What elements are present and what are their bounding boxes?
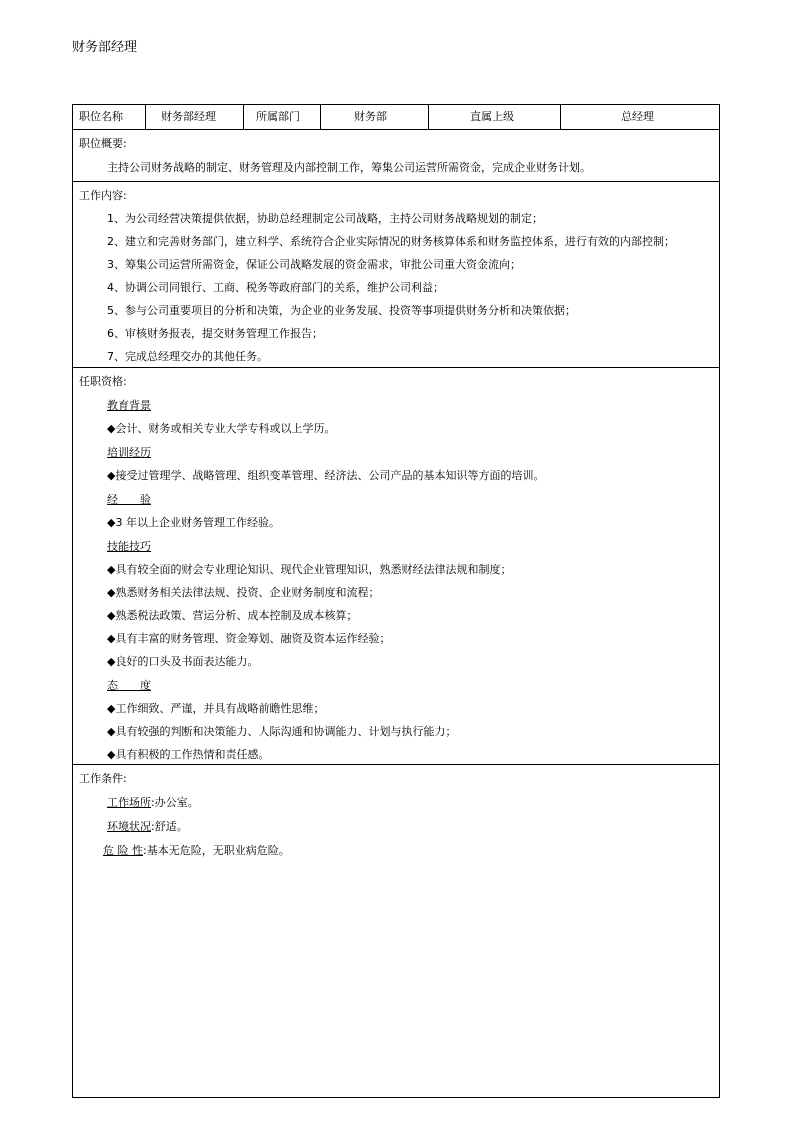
risk-row: 危 险 性:基本无危险，无职业病危险。 xyxy=(103,844,290,857)
overview-text: 主持公司财务战略的制定、财务管理及内部控制工作，筹集公司运营所需资金，完成企业财务计划。 xyxy=(107,161,591,174)
superior-label: 直属上级 xyxy=(470,110,514,123)
skills-item: ◆具有丰富的财务管理、资金筹划、融资及资本运作经验； xyxy=(107,632,391,645)
training-title: 培训经历 xyxy=(107,446,151,459)
risk-title: 危 险 性 xyxy=(103,844,143,857)
document-title: 财务部经理 xyxy=(72,40,138,55)
duties-label: 工作内容: xyxy=(79,189,127,202)
conditions-section xyxy=(73,764,719,1098)
workplace-title: 工作场所 xyxy=(107,796,151,809)
divider xyxy=(560,105,561,129)
dept-label: 所属部门 xyxy=(256,110,300,123)
divider xyxy=(320,105,321,129)
skills-item: ◆熟悉财务相关法律法规、投资、企业财务制度和流程； xyxy=(107,586,380,599)
training-item: ◆接受过管理学、战略管理、组织变革管理、经济法、公司产品的基本知识等方面的培训。 xyxy=(107,469,545,482)
skills-item: ◆熟悉税法政策、营运分析、成本控制及成本核算； xyxy=(107,609,358,622)
position-label: 职位名称 xyxy=(79,110,123,123)
position-value: 财务部经理 xyxy=(161,110,216,123)
experience-title: 经 验 xyxy=(107,493,151,506)
attitude-item: ◆具有积极的工作热情和责任感。 xyxy=(107,748,270,761)
divider xyxy=(145,105,146,129)
education-title: 教育背景 xyxy=(107,399,151,412)
overview-label: 职位概要: xyxy=(79,137,127,150)
superior-value: 总经理 xyxy=(621,110,654,123)
duty-item: 3、筹集公司运营所需资金，保证公司战略发展的资金需求，审批公司重大资金流向； xyxy=(107,258,521,271)
qualifications-label: 任职资格: xyxy=(79,375,127,388)
skills-item: ◆具有较全面的财会专业理论知识、现代企业管理知识，熟悉财经法律法规和制度； xyxy=(107,563,512,576)
duty-item: 5、参与公司重要项目的分析和决策，为企业的业务发展、投资等事项提供财务分析和决策依据； xyxy=(107,304,576,317)
skills-title: 技能技巧 xyxy=(107,540,151,553)
duty-item: 1、为公司经营决策提供依据，协助总经理制定公司战略，主持公司财务战略规划的制定； xyxy=(107,212,543,225)
overview-section xyxy=(73,129,719,181)
conditions-label: 工作条件: xyxy=(79,772,127,785)
workplace-value: 办公室。 xyxy=(154,796,199,809)
duties-section xyxy=(73,181,719,367)
environment-row: 环境状况:舒适。 xyxy=(107,820,188,833)
header-row xyxy=(73,105,719,129)
qualifications-section xyxy=(73,367,719,764)
duty-item: 7、完成总经理交办的其他任务。 xyxy=(107,350,268,363)
divider xyxy=(243,105,244,129)
dept-value: 财务部 xyxy=(354,110,387,123)
attitude-item: ◆工作细致、严谨，并具有战略前瞻性思维； xyxy=(107,702,325,715)
duty-item: 6、审核财务报表，提交财务管理工作报告； xyxy=(107,327,323,340)
duty-item: 4、协调公司同银行、工商、税务等政府部门的关系，维护公司利益； xyxy=(107,281,444,294)
experience-item: ◆3 年以上企业财务管理工作经验。 xyxy=(107,516,280,529)
workplace-row: 工作场所:办公室。 xyxy=(107,796,199,809)
duty-item: 2、建立和完善财务部门，建立科学、系统符合企业实际情况的财务核算体系和财务监控体系，进行有效的内部控制； xyxy=(107,235,675,248)
skills-item: ◆良好的口头及书面表达能力。 xyxy=(107,655,259,668)
job-description-table xyxy=(72,104,720,1098)
divider xyxy=(428,105,429,129)
education-item: ◆会计、财务或相关专业大学专科或以上学历。 xyxy=(107,422,336,435)
attitude-title: 态 度 xyxy=(107,679,151,692)
environment-title: 环境状况 xyxy=(107,820,151,833)
attitude-item: ◆具有较强的判断和决策能力、人际沟通和协调能力、计划与执行能力； xyxy=(107,725,457,738)
risk-value: 基本无危险，无职业病危险。 xyxy=(146,844,290,857)
environment-value: 舒适。 xyxy=(154,820,188,833)
